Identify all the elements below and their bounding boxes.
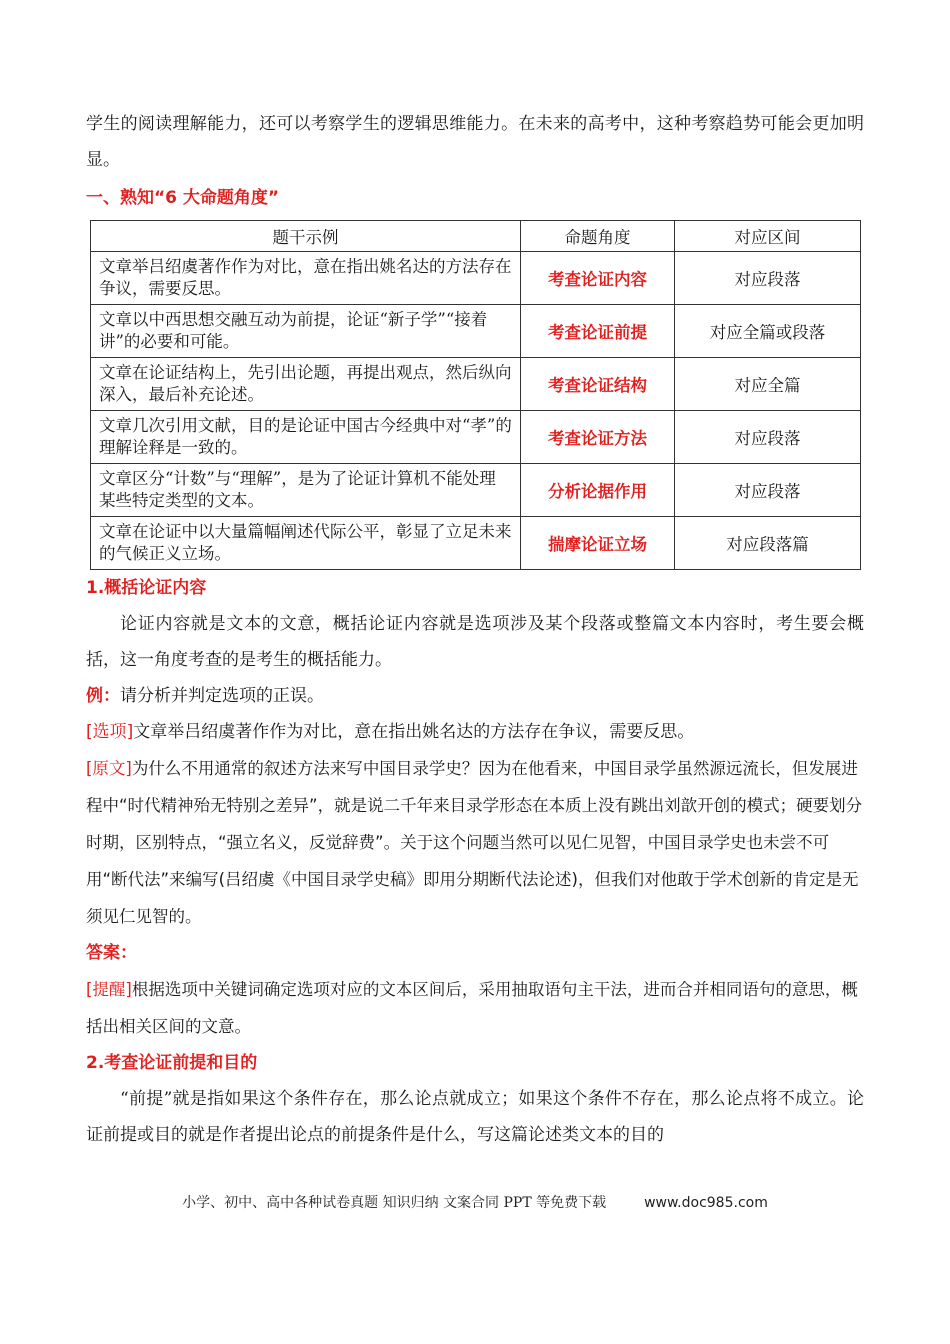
table-cell-example: 文章几次引用文献，目的是论证中国古今经典中对“孝”的理解诠释是一致的。 <box>91 411 521 464</box>
document-page <box>86 106 864 1153</box>
premise-paragraph: “前提”就是指如果这个条件存在，那么论点就成立；如果这个条件不存在，那么论点将不成立。论证前提或目的就是作者提出论点的前提条件是什么，写这篇论述类文本的目的 <box>86 1089 864 1145</box>
table-cell-range: 对应全篇或段落 <box>675 305 861 358</box>
subheading-premise-purpose: 2.考查论证前提和目的 <box>86 1053 258 1073</box>
example-label: 例： <box>86 686 120 706</box>
table-cell-example: 文章在论证结构上，先引出论题，再提出观点，然后纵向深入，最后补充论述。 <box>91 358 521 411</box>
table-cell-example: 文章举吕绍虞著作作为对比，意在指出姚名达的方法存在争议，需要反思。 <box>91 252 521 305</box>
table-row <box>91 464 861 517</box>
table-row <box>91 358 861 411</box>
footer-url: www.doc985.com <box>644 1195 768 1211</box>
summarize-content-paragraph: 论证内容就是文本的文意，概括论证内容就是选项涉及某个段落或整篇文本内容时，考生要会概括，这一角度考查的是考生的概括能力。 <box>86 614 864 670</box>
table-row <box>91 517 861 570</box>
original-text: 为什么不用通常的叙述方法来写中国目录学史？因为在他看来，中国目录学虽然源远流长，但发展进程中“时代精神殆无特别之差异”，就是说二千年来目录学形态在本质上没有跳出刘歆开创的模式；硬要划分时期，区别特点，“强立名义，反觉辞费”。关于这个问题当然可以见仁见智，中国目录学史也未尝不可用“断代法”来编写(吕绍虞《中国目录学史稿》即用分期断代法论述)，但我们对他敢于学术创新的肯定是无须见仁见智的。 <box>86 759 863 926</box>
original-label: [原文] <box>86 759 132 778</box>
intro-paragraph: 学生的阅读理解能力，还可以考察学生的逻辑思维能力。在未来的高考中，这种考察趋势可能会更加明显。 <box>86 114 864 170</box>
table-row <box>91 411 861 464</box>
table-cell-angle: 考查论证前提 <box>521 305 675 358</box>
answer-line <box>86 935 864 971</box>
table-cell-angle: 考查论证内容 <box>521 252 675 305</box>
tip-label: [提醒] <box>86 980 132 999</box>
table-cell-range: 对应段落 <box>675 464 861 517</box>
table-cell-range: 对应段落 <box>675 252 861 305</box>
table-row <box>91 305 861 358</box>
section-heading: 一、熟知“6 大命题角度” <box>86 188 280 208</box>
tip-block <box>86 971 864 1045</box>
table-cell-angle: 分析论据作用 <box>521 464 675 517</box>
question-angle-table <box>90 220 861 570</box>
subheading-summarize-content: 1.概括论证内容 <box>86 578 207 598</box>
table-cell-angle: 揣摩论证立场 <box>521 517 675 570</box>
example-text: 请分析并判定选项的正误。 <box>120 686 324 706</box>
table-cell-angle: 考查论证方法 <box>521 411 675 464</box>
option-label: [选项] <box>86 722 134 742</box>
table-header-angle: 命题角度 <box>521 221 675 252</box>
table-header-example: 题干示例 <box>91 221 521 252</box>
table-cell-example: 文章区分“计数”与“理解”，是为了论证计算机不能处理某些特定类型的文本。 <box>91 464 521 517</box>
table-cell-range: 对应全篇 <box>675 358 861 411</box>
tip-text: 根据选项中关键词确定选项对应的文本区间后，采用抽取语句主干法，进而合并相同语句的意思，概括出相关区间的文意。 <box>86 980 858 1036</box>
table-cell-range: 对应段落篇 <box>675 517 861 570</box>
option-line <box>86 714 864 750</box>
table-row <box>91 252 861 305</box>
answer-label: 答案： <box>86 943 137 963</box>
footer-text: 小学、初中、高中各种试卷真题 知识归纳 文案合同 PPT 等免费下载 <box>182 1195 607 1211</box>
original-text-block <box>86 750 864 935</box>
table-header-row <box>91 221 861 252</box>
table-cell-range: 对应段落 <box>675 411 861 464</box>
option-text: 文章举吕绍虞著作作为对比，意在指出姚名达的方法存在争议，需要反思。 <box>133 722 695 742</box>
table-cell-example: 文章以中西思想交融互动为前提，论证“新子学”“接着讲”的必要和可能。 <box>91 305 521 358</box>
table-cell-example: 文章在论证中以大量篇幅阐述代际公平，彰显了立足未来的气候正义立场。 <box>91 517 521 570</box>
page-footer <box>0 1192 950 1212</box>
example-line <box>86 678 864 714</box>
table-header-range: 对应区间 <box>675 221 861 252</box>
table-cell-angle: 考查论证结构 <box>521 358 675 411</box>
